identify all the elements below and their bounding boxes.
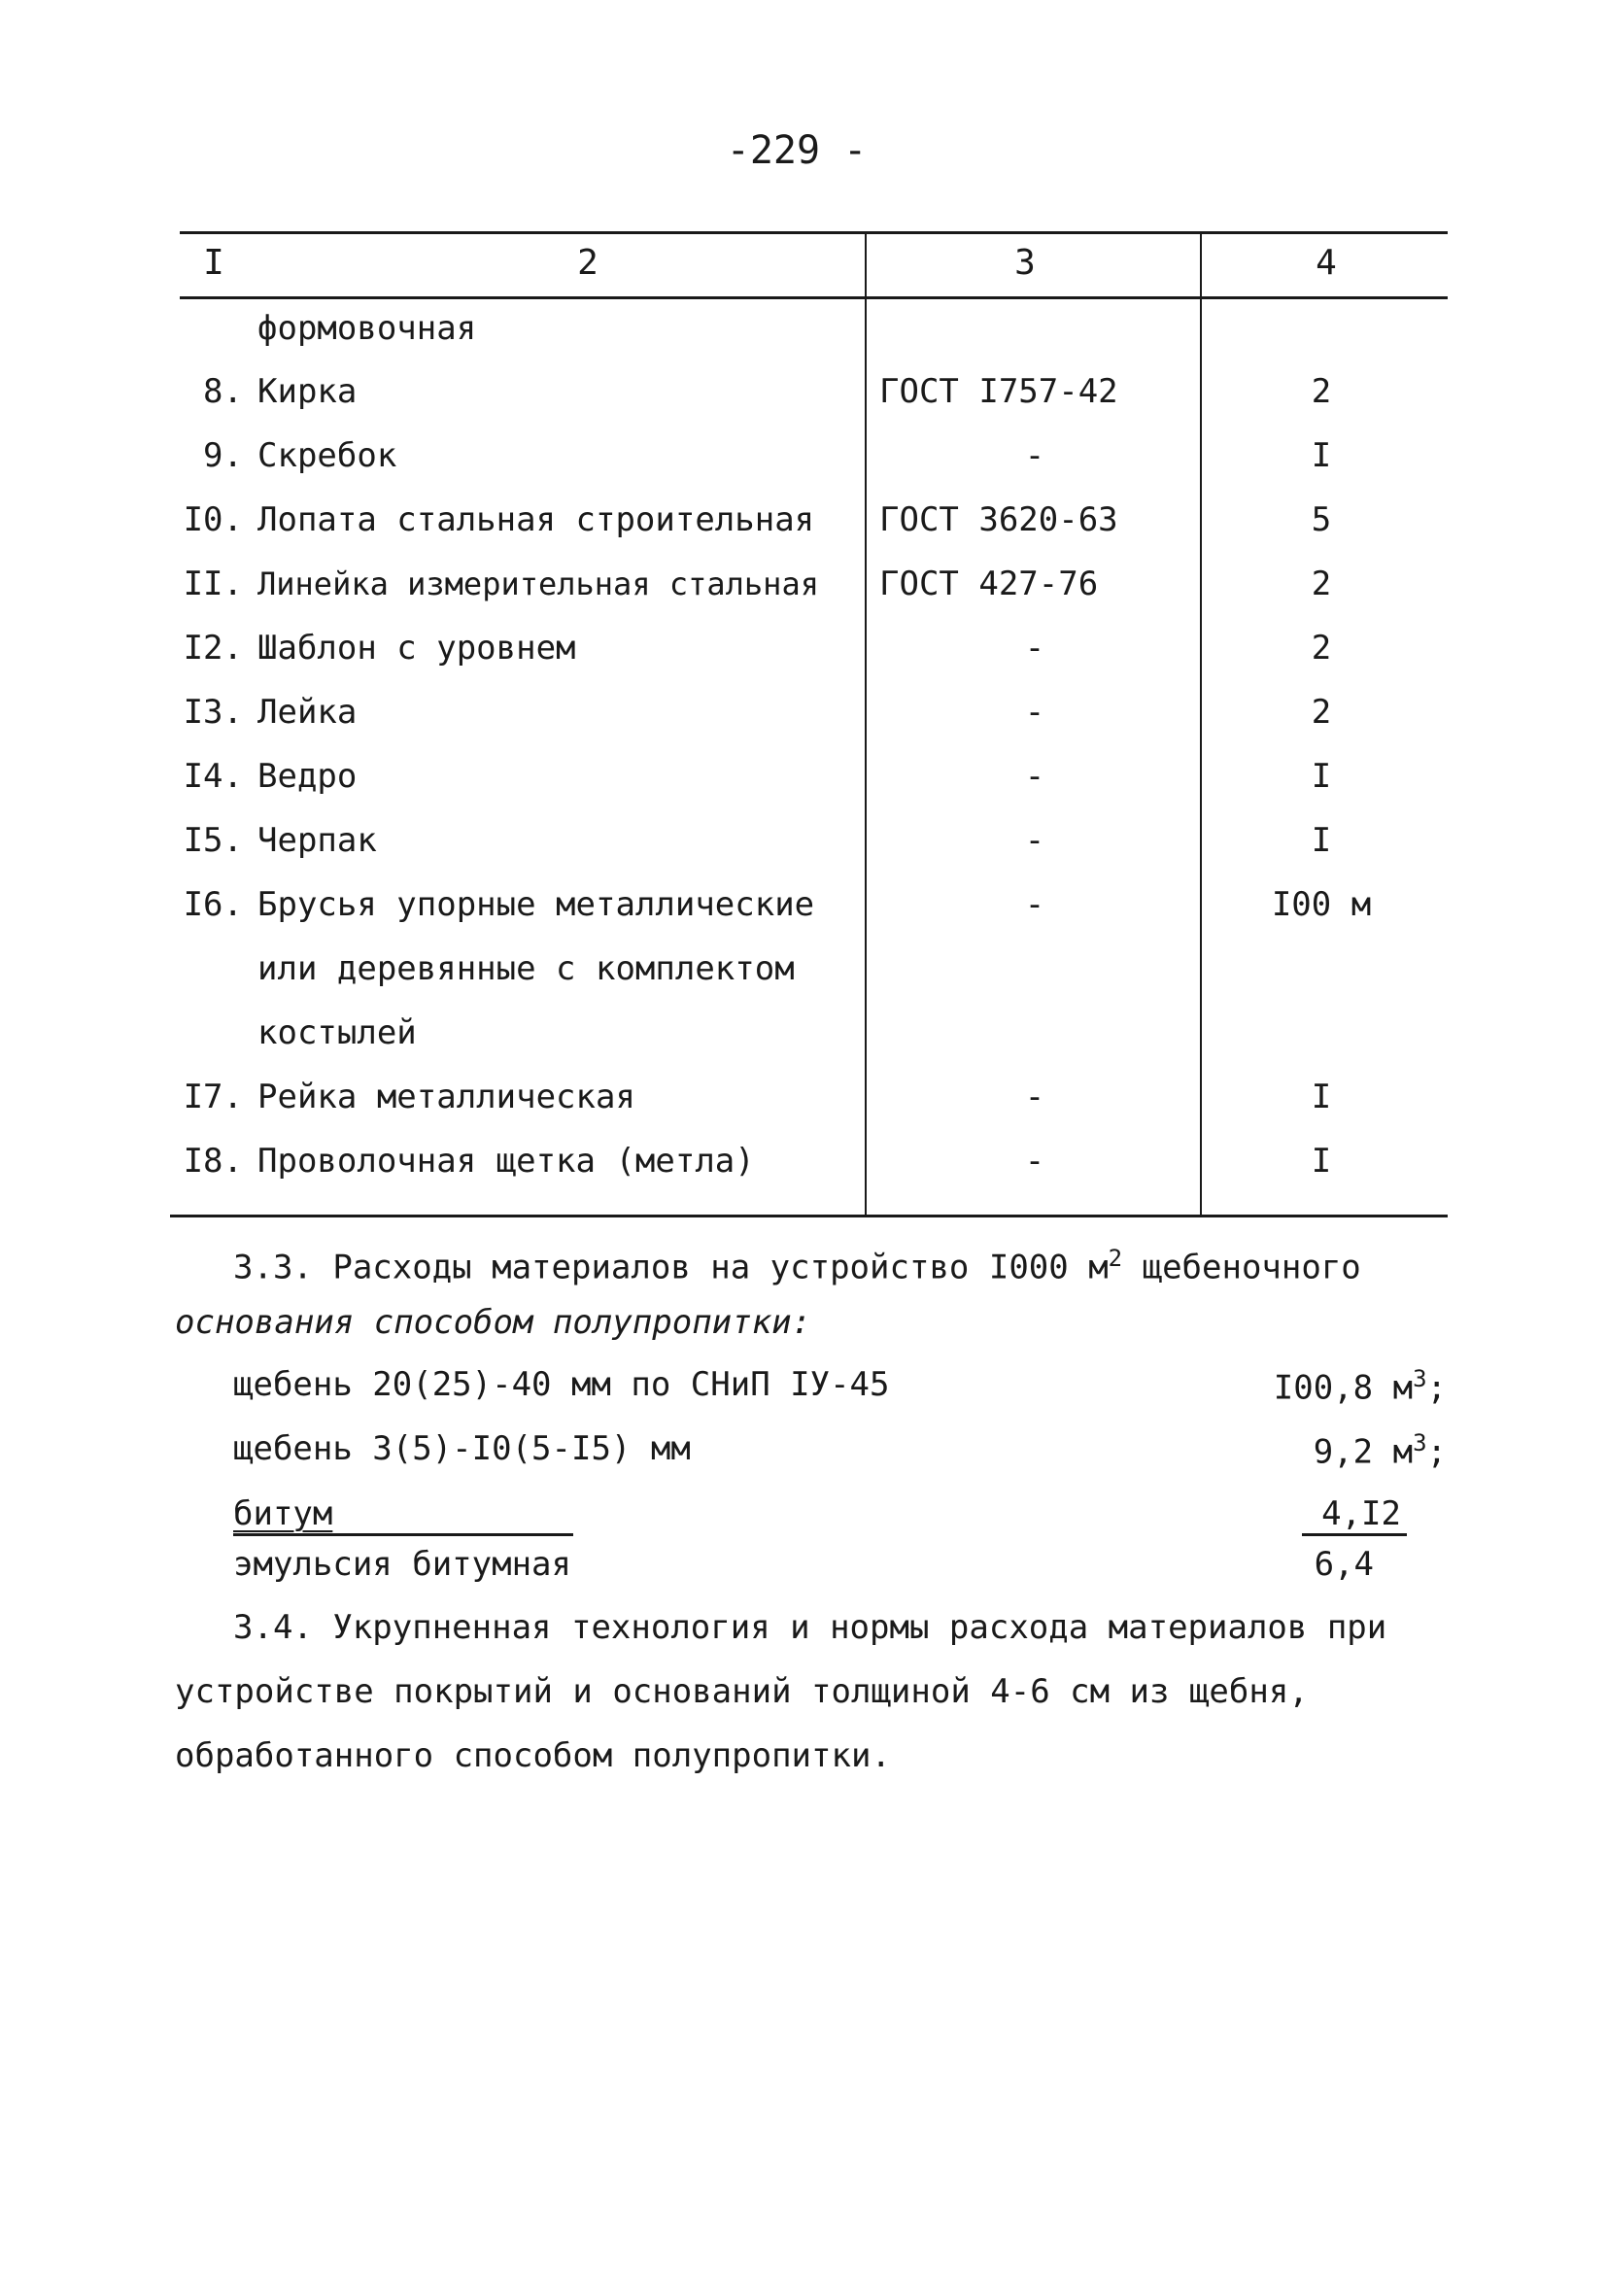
row-name: Линейка измерительная стальная bbox=[257, 565, 819, 602]
row-number: I5. bbox=[183, 821, 243, 860]
section-3-3-line-2: основания способом полупропитки: bbox=[175, 1303, 812, 1342]
material-value: I00,8 $м^3$; bbox=[1273, 1365, 1447, 1408]
row-number: 8. bbox=[203, 372, 243, 411]
fraction-rule-right bbox=[1302, 1533, 1407, 1536]
row-standard: - bbox=[1024, 436, 1045, 475]
table-header-col-4: 4 bbox=[1316, 243, 1337, 283]
row-standard: - bbox=[1024, 1078, 1045, 1116]
row-standard: - bbox=[1024, 629, 1045, 668]
superscript: 2 bbox=[1108, 1245, 1123, 1272]
row-number: I3. bbox=[183, 693, 243, 732]
row-name-continued: или деревянные с комплектом bbox=[257, 949, 795, 988]
row-name: Брусья упорные металлические bbox=[257, 885, 815, 924]
table-header-col-3: 3 bbox=[1014, 243, 1036, 283]
fraction-rule-left bbox=[233, 1533, 573, 1536]
material-name: эмульсия битумная bbox=[233, 1545, 571, 1584]
row-number: I0. bbox=[183, 500, 243, 539]
row-name: Кирка bbox=[257, 372, 358, 411]
row-standard: - bbox=[1024, 885, 1045, 924]
row-name: Шаблон с уровнем bbox=[257, 629, 576, 668]
row-name: Черпак bbox=[257, 821, 377, 860]
table-col-divider-3 bbox=[865, 233, 867, 1217]
table-header-col-1: I bbox=[203, 243, 224, 283]
row-quantity: I bbox=[1311, 757, 1332, 796]
material-value: 9,2 $м^3$; bbox=[1313, 1429, 1447, 1472]
table-bottom-rule bbox=[170, 1215, 1448, 1217]
row-standard: - bbox=[1024, 821, 1045, 860]
section-3-3-text-end: щебеночного bbox=[1122, 1248, 1361, 1287]
row-standard: - bbox=[1024, 693, 1045, 732]
row-standard: ГОСТ 3620-63 bbox=[879, 500, 1118, 539]
table-col-divider-4 bbox=[1200, 233, 1202, 1217]
page-number: -229 - bbox=[726, 128, 868, 173]
section-3-3-text: 3.3. Расходы материалов на устройство I000 м bbox=[233, 1248, 1109, 1287]
row-name-continued: костылей bbox=[257, 1013, 417, 1052]
row-number: II. bbox=[183, 565, 243, 603]
row-quantity: I00 м bbox=[1271, 885, 1372, 924]
table-continuation-text: формовочная bbox=[257, 309, 477, 348]
material-name: битум bbox=[233, 1494, 333, 1533]
row-number: I4. bbox=[183, 757, 243, 796]
material-name: щебень 20(25)-40 мм по СНиП IУ-45 bbox=[233, 1365, 890, 1404]
table-top-rule bbox=[180, 231, 1448, 234]
row-quantity: I bbox=[1311, 1078, 1332, 1116]
row-number: I2. bbox=[183, 629, 243, 668]
material-value: 4,I2 bbox=[1321, 1494, 1401, 1533]
material-name: щебень 3(5)-I0(5-I5) мм bbox=[233, 1429, 691, 1468]
row-name: Ведро bbox=[257, 757, 358, 796]
row-quantity: I bbox=[1311, 821, 1332, 860]
row-name: Проволочная щетка (метла) bbox=[257, 1142, 755, 1181]
row-name: Лопата стальная строительная bbox=[257, 500, 815, 539]
row-standard: - bbox=[1024, 757, 1045, 796]
table-header-col-2: 2 bbox=[577, 243, 598, 283]
row-name: Рейка металлическая bbox=[257, 1078, 635, 1116]
row-number: I6. bbox=[183, 885, 243, 924]
row-name: Скребок bbox=[257, 436, 397, 475]
material-value: 6,4 bbox=[1314, 1545, 1374, 1584]
row-standard: ГОСТ I757-42 bbox=[879, 372, 1118, 411]
section-3-4-line-3: обработанного способом полупропитки. bbox=[175, 1736, 891, 1775]
row-number: I8. bbox=[183, 1142, 243, 1181]
row-name: Лейка bbox=[257, 693, 358, 732]
row-quantity: 2 bbox=[1311, 372, 1332, 411]
row-quantity: I bbox=[1311, 436, 1332, 475]
section-3-3-line-1 bbox=[233, 1226, 1361, 1299]
row-number: 9. bbox=[203, 436, 243, 475]
row-quantity: 2 bbox=[1311, 693, 1332, 732]
section-3-4-line-1: 3.4. Укрупненная технология и нормы расхода материалов при bbox=[233, 1608, 1387, 1647]
row-standard: - bbox=[1024, 1142, 1045, 1181]
row-quantity: 2 bbox=[1311, 629, 1332, 668]
row-quantity: 2 bbox=[1311, 565, 1332, 603]
row-standard: ГОСТ 427-76 bbox=[879, 565, 1099, 603]
row-quantity: I bbox=[1311, 1142, 1332, 1181]
row-number: I7. bbox=[183, 1078, 243, 1116]
section-3-4-line-2: устройстве покрытий и оснований толщиной 4-6 см из щебня, bbox=[175, 1672, 1309, 1711]
row-quantity: 5 bbox=[1311, 500, 1332, 539]
